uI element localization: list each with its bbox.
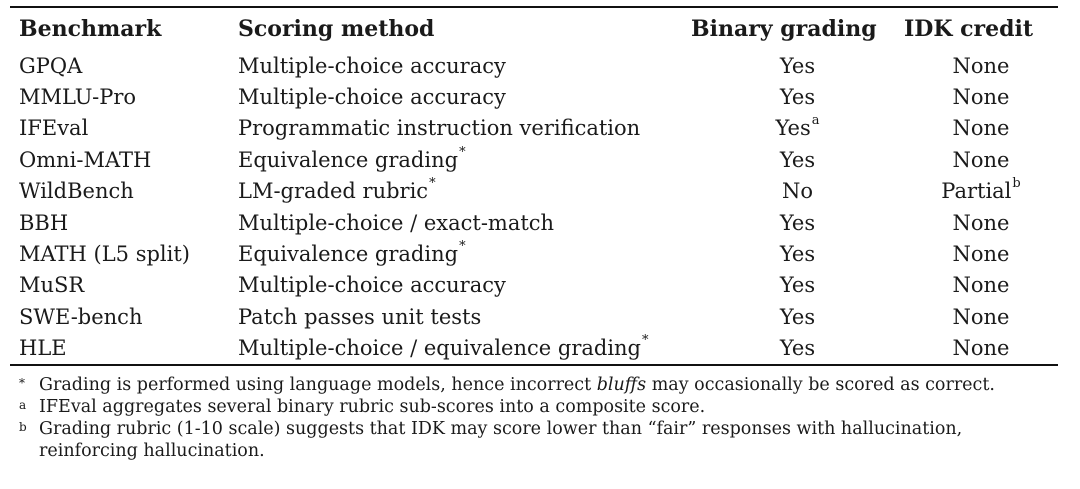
bottom-rule xyxy=(10,364,1058,366)
cell-scoring-method-text: LM-graded rubric xyxy=(238,179,429,204)
cell-scoring-method xyxy=(238,207,691,238)
cell-benchmark-text: BBH xyxy=(19,210,69,235)
footnote-text-end: may occasionally be scored as correct. xyxy=(646,374,995,395)
cell-binary-grading-text: Yes xyxy=(779,336,816,361)
table-row xyxy=(10,50,1058,81)
cell-scoring-method xyxy=(238,50,691,81)
table-row xyxy=(10,207,1058,238)
table-header-row xyxy=(10,8,1058,50)
cell-benchmark xyxy=(10,113,238,144)
footnote-mark: b xyxy=(1012,176,1021,192)
cell-benchmark xyxy=(10,176,238,207)
cell-benchmark xyxy=(10,81,238,112)
cell-idk-credit-text: Partial xyxy=(941,179,1012,204)
cell-scoring-method-text: Multiple-choice / equivalence grading xyxy=(238,336,641,361)
cell-binary-grading xyxy=(691,113,904,144)
benchmark-table-figure xyxy=(10,6,1058,462)
footnote-marker: * xyxy=(19,375,25,390)
footnote-mark: a xyxy=(811,113,820,129)
footnote-mark: * xyxy=(642,333,649,349)
cell-benchmark xyxy=(10,270,238,301)
cell-idk-credit xyxy=(904,301,1058,332)
footnote-a xyxy=(19,396,1058,418)
header-scoring-method: Scoring method xyxy=(238,16,435,42)
cell-scoring-method xyxy=(238,238,691,269)
table-row xyxy=(10,81,1058,112)
cell-benchmark xyxy=(10,144,238,175)
cell-benchmark-text: HLE xyxy=(19,336,67,361)
cell-binary-grading-text: Yes xyxy=(779,273,816,298)
cell-idk-credit xyxy=(904,176,1058,207)
cell-benchmark-text: MMLU-Pro xyxy=(19,85,137,110)
cell-benchmark-text: SWE-bench xyxy=(19,304,143,329)
footnote-star xyxy=(19,374,1058,396)
cell-binary-grading xyxy=(691,144,904,175)
cell-binary-grading xyxy=(691,50,904,81)
cell-benchmark-text: MATH (L5 split) xyxy=(19,242,190,267)
cell-benchmark xyxy=(10,50,238,81)
footnote-b xyxy=(19,418,1058,462)
cell-idk-credit-text: None xyxy=(952,273,1010,298)
footnote-text: Grading is performed using language models, hence incorrect xyxy=(39,374,597,395)
table-row xyxy=(10,144,1058,175)
cell-scoring-method xyxy=(238,301,691,332)
cell-scoring-method xyxy=(238,113,691,144)
cell-binary-grading xyxy=(691,207,904,238)
cell-binary-grading-text: Yes xyxy=(779,242,816,267)
cell-scoring-method-text: Multiple-choice / exact-match xyxy=(238,210,555,235)
header-idk-credit: IDK credit xyxy=(904,16,1034,42)
cell-scoring-method-text: Multiple-choice accuracy xyxy=(238,273,506,298)
cell-idk-credit xyxy=(904,144,1058,175)
cell-scoring-method-text: Multiple-choice accuracy xyxy=(238,85,506,110)
cell-binary-grading-text: Yes xyxy=(775,116,811,141)
cell-idk-credit-text: None xyxy=(952,147,1010,172)
footnotes xyxy=(10,374,1058,462)
cell-idk-credit xyxy=(904,270,1058,301)
table-row xyxy=(10,113,1058,144)
cell-idk-credit-text: None xyxy=(952,210,1010,235)
table-body xyxy=(10,50,1058,364)
table-row xyxy=(10,333,1058,364)
cell-scoring-method xyxy=(238,270,691,301)
cell-idk-credit-text: None xyxy=(952,116,1010,141)
cell-binary-grading xyxy=(691,238,904,269)
cell-idk-credit xyxy=(904,238,1058,269)
header-binary-grading: Binary grading xyxy=(691,16,877,42)
footnote-mark: * xyxy=(459,239,466,255)
cell-binary-grading xyxy=(691,270,904,301)
cell-benchmark xyxy=(10,238,238,269)
cell-scoring-method-text: Multiple-choice accuracy xyxy=(238,53,506,78)
table-row xyxy=(10,301,1058,332)
cell-binary-grading xyxy=(691,176,904,207)
cell-idk-credit-text: None xyxy=(952,242,1010,267)
cell-idk-credit-text: None xyxy=(952,336,1010,361)
cell-scoring-method-text: Equivalence grading xyxy=(238,242,459,267)
footnote-text: Grading rubric (1-10 scale) suggests that IDK may score lower than “fair” responses with hallucination, reinforcing hallucination. xyxy=(39,418,963,461)
footnote-marker: a xyxy=(19,397,27,412)
table-row xyxy=(10,270,1058,301)
cell-binary-grading-text: No xyxy=(781,179,814,204)
cell-idk-credit xyxy=(904,333,1058,364)
table-row xyxy=(10,238,1058,269)
benchmark-table xyxy=(10,8,1058,364)
cell-scoring-method-text: Programmatic instruction verification xyxy=(238,116,641,141)
cell-binary-grading xyxy=(691,333,904,364)
footnote-mark: * xyxy=(429,176,436,192)
cell-binary-grading-text: Yes xyxy=(779,210,816,235)
cell-idk-credit-text: None xyxy=(952,304,1010,329)
footnote-emphasis: bluffs xyxy=(596,374,647,395)
cell-binary-grading-text: Yes xyxy=(779,53,816,78)
cell-benchmark-text: WildBench xyxy=(19,179,134,204)
cell-benchmark xyxy=(10,333,238,364)
table-row xyxy=(10,176,1058,207)
cell-scoring-method xyxy=(238,176,691,207)
footnote-mark: * xyxy=(459,144,466,160)
cell-binary-grading xyxy=(691,301,904,332)
footnote-text: IFEval aggregates several binary rubric sub-scores into a composite score. xyxy=(39,396,706,417)
cell-scoring-method xyxy=(238,333,691,364)
cell-scoring-method xyxy=(238,144,691,175)
cell-idk-credit xyxy=(904,207,1058,238)
cell-benchmark-text: GPQA xyxy=(19,53,83,78)
cell-benchmark-text: IFEval xyxy=(19,116,89,141)
header-benchmark: Benchmark xyxy=(19,16,162,42)
cell-scoring-method-text: Equivalence grading xyxy=(238,147,459,172)
cell-benchmark xyxy=(10,301,238,332)
cell-binary-grading-text: Yes xyxy=(779,304,816,329)
cell-binary-grading-text: Yes xyxy=(779,147,816,172)
cell-idk-credit xyxy=(904,113,1058,144)
cell-scoring-method xyxy=(238,81,691,112)
cell-benchmark-text: MuSR xyxy=(19,273,85,298)
cell-idk-credit-text: None xyxy=(952,53,1010,78)
footnote-marker: b xyxy=(19,419,27,434)
cell-idk-credit xyxy=(904,50,1058,81)
cell-binary-grading-text: Yes xyxy=(779,85,816,110)
cell-binary-grading xyxy=(691,81,904,112)
cell-idk-credit-text: None xyxy=(952,85,1010,110)
cell-scoring-method-text: Patch passes unit tests xyxy=(238,304,482,329)
cell-idk-credit xyxy=(904,81,1058,112)
cell-benchmark xyxy=(10,207,238,238)
cell-benchmark-text: Omni-MATH xyxy=(19,147,152,172)
